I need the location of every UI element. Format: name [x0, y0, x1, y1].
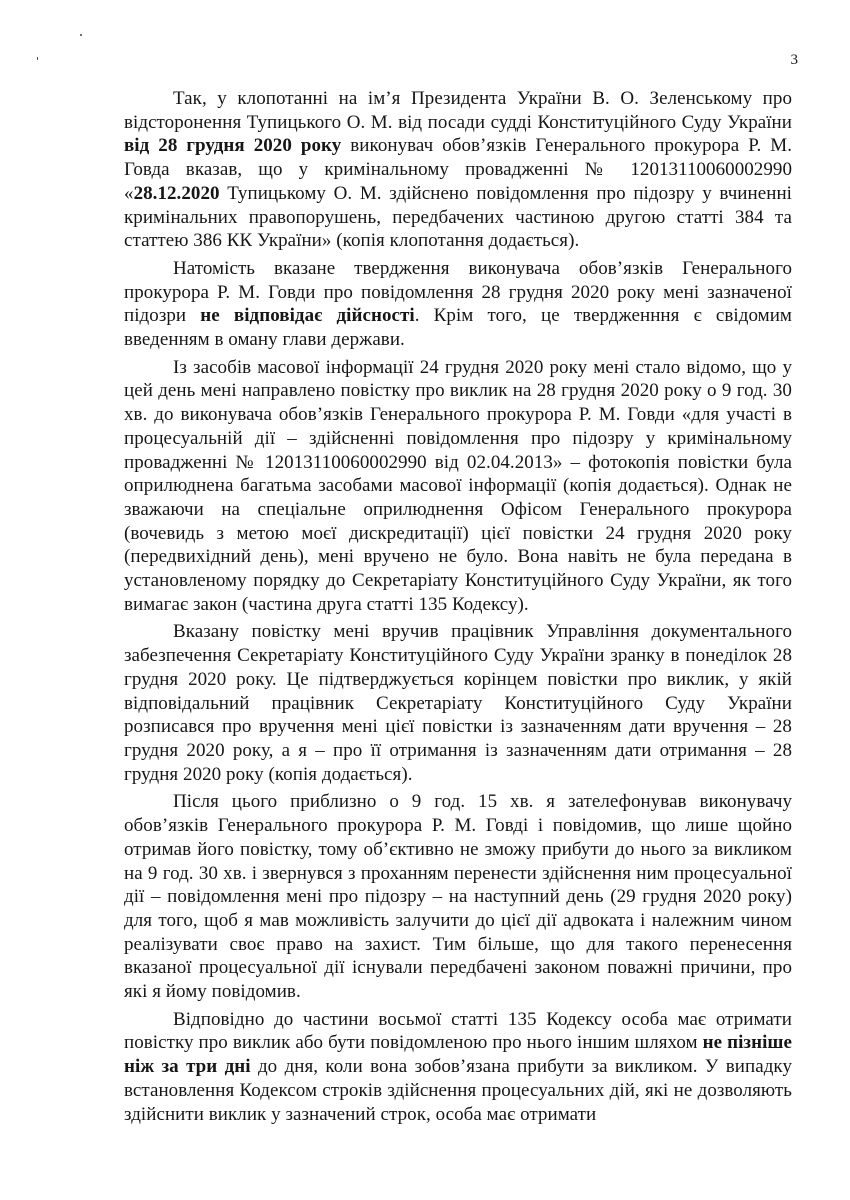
bold-text: не пізніше ніж за три дні	[124, 1032, 792, 1078]
document-body	[124, 87, 792, 1126]
text-run: Натомість вказане твердження виконувача обов’язків Генерального прокурора Р. М. Говди про повідомлення 28 грудня 2020 року мені зазначеної підозри	[124, 257, 792, 327]
text-run: Вказану повістку мені вручив працівник Управління документального забезпечення Секретаріату Конституційного Суду України зранку в понеділок 28 грудня 2020 року. Це підтверджується корінцем повістки про виклик, у якій відповідальний працівник Секретаріату Конституційного Суду України розписався про вручення мені цієї повістки із зазначенням дати вручення – 28 грудня 2020 року, а я – про її отримання із зазначенням дати отримання – 28 грудня 2020 року (копія додається).	[124, 621, 792, 785]
paragraph	[124, 790, 792, 1003]
bold-text: 28.12.2020	[133, 182, 220, 204]
text-run: Так, у клопотанні на ім’я Президента України В. О. Зеленському про відсторонення Тупицького О. М. від посади судді Конституційного Суду України	[124, 88, 792, 133]
page-number: 3	[790, 52, 798, 68]
text-run: до дня, коли вона зобов’язана прибути за викликом. У випадку встановлення Кодексом строків здійснення процесуальних дій, які не дозволяють здійснити виклик у зазначений строк, особа має отримати	[124, 1056, 792, 1125]
bold-text: від 28 грудня 2020 року	[124, 135, 342, 157]
text-run: Після цього приблизно о 9 год. 15 хв. я зателефонував виконувачу обов’язків Генерального прокурора Р. М. Говді і повідомив, що лише щойно отримав його повістку, тому об’єктивно не зможу прибути до нього за викликом на 9 год. 30 хв. і звернувся з проханням перенести здійснення ним процесуальної дії – повідомлення мені про підозру – на наступний день (29 грудня 2020 року) для того, щоб я мав можливість залучити до цієї дії адвоката і належним чином реалізувати своє право на захист. Тим більше, що для такого перенесення вказаної процесуальної дії існували передбачені законом поважні причини, про які я йому повідомив.	[124, 791, 792, 1003]
paragraph	[124, 87, 792, 253]
text-run: Тупицькому О. М. здійснено повідомлення про підозру у вчиненні кримінальних правопорушень, передбачених частиною другою статті 384 та статтею 386 КК України» (копія клопотання додається).	[124, 182, 792, 252]
scan-speck	[37, 57, 38, 60]
paragraph	[124, 356, 792, 617]
text-run: виконувач обов’язків Генерального прокурора Р. М. Говда вказав, що у кримінальному провадженні № 12013110060002990 «	[124, 135, 792, 204]
scan-speck	[80, 34, 82, 36]
text-run: Відповідно до частини восьмої статті 135 Кодексу особа має отримати повістку про виклик або бути повідомленою про нього іншим шляхом	[124, 1008, 792, 1054]
text-run: Із засобів масової інформації 24 грудня 2020 року мені стало відомо, що у цей день мені направлено повістку про виклик на 28 грудня 2020 року о 9 год. 30 хв. до виконувача обов’язків Генерального прокурора Р. М. Говди «для участі в процесуальній дії – здійсненні повідомлення про підозру у кримінальному провадженні № 12013110060002990 від 02.04.2013» – фотокопія повістки була оприлюднена багатьма засобами масової інформації (копія додається). Однак не зважаючи на спеціальне оприлюднення Офісом Генерального прокурора (вочевидь з метою моєї дискредитації) цієї повістки 24 грудня 2020 року (передвихідний день), мені вручено не було. Вона навіть не була передана в установленому порядку до Секретаріату Конституційного Суду України, як того вимагає закон (частина друга статті 135 Кодексу).	[124, 356, 792, 615]
paragraph	[124, 1008, 792, 1127]
text-run: . Крім того, це твердженння є свідомим введенням в оману глави держави.	[124, 305, 793, 351]
paragraph	[124, 620, 792, 786]
bold-text: не відповідає дійсності	[200, 305, 415, 327]
paragraph	[124, 257, 792, 352]
